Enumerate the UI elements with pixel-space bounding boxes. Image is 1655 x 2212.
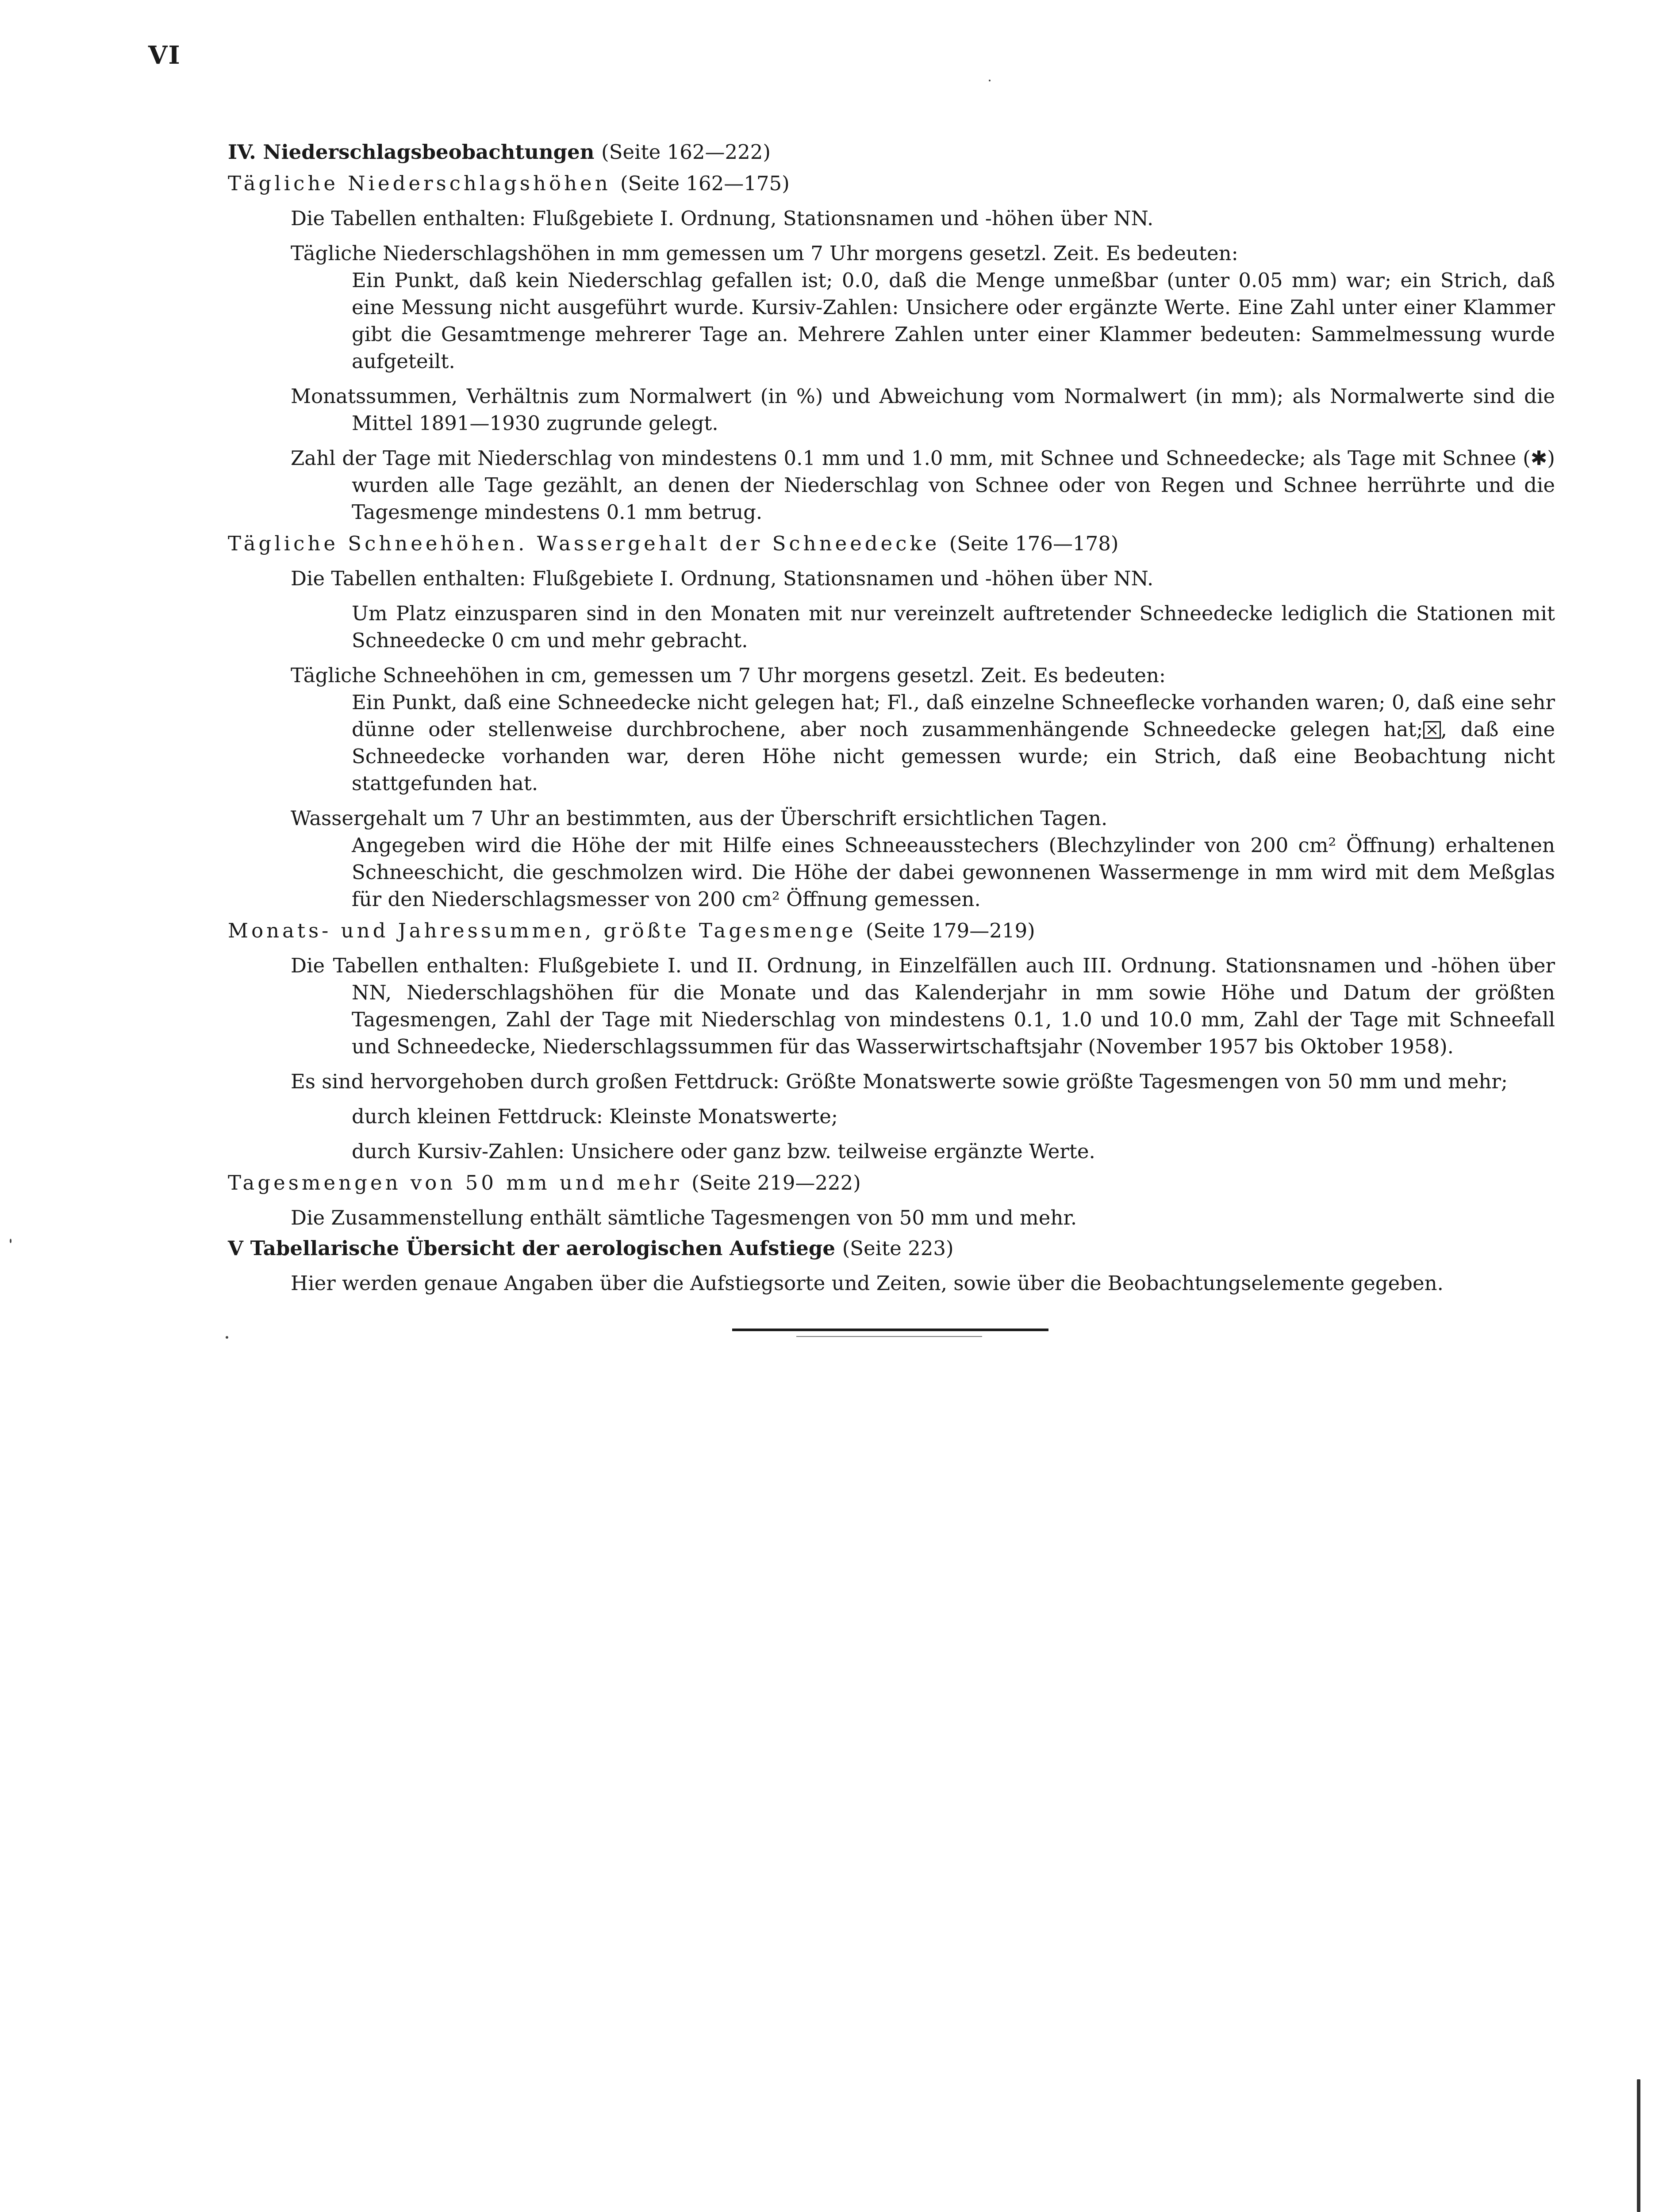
scan-speck [226,1336,228,1339]
paragraph: Die Zusammenstellung enthält sämtliche Tagesmengen von 50 mm und mehr. [291,1206,1077,1229]
subheading-daily-snow-depth [228,530,1555,557]
paragraph: Wassergehalt um 7 Uhr an bestimmten, aus der Überschrift ersichtlichen Tagen. [291,806,1108,830]
subheading-title: Tägliche Niederschlagshöhen [228,172,611,195]
paragraph: Angegeben wird die Höhe der mit Hilfe eines Schneeausstechers (Blechzylinder von 200 cm² Öffnung) erhaltenen Schneeschicht, die geschmolzen wird. Die Höhe der dabei gewonnenen Wassermenge in mm wird mit dem Meßglas für den Niederschlagsmesser von 200 cm² Öffnung gemessen. [352,833,1555,911]
scan-speck [10,1239,12,1243]
paragraph: Zahl der Tage mit Niederschlag von mindestens 0.1 mm und 1.0 mm, mit Schnee und Schneedecke; als Tage mit Schnee (✱) wurden alle Tage gezählt, an denen der Niederschlag von Schnee oder von Regen und Schnee herrührte und die Tagesmenge mindestens 0.1 mm betrug. [291,446,1555,524]
paragraph-part: , daß eine Schneedecke vorhanden war, deren Höhe nicht gemessen wurde; ein Strich, daß eine Beobachtung nicht stattgefunden hat. [352,718,1555,795]
paragraph: Ein Punkt, daß kein Niederschlag gefallen ist; 0.0, daß die Menge unmeßbar (unter 0.05 mm) war; ein Strich, daß eine Messung nicht ausgeführt wurde. Kursiv-Zahlen: Unsichere oder ergänzte Werte. Eine Zahl unter einer Klammer gibt die Gesamtmenge mehrerer Tage an. Mehrere Zahlen unter einer Klammer bedeuten: Sammelmessung wurde aufgeteilt. [352,269,1555,373]
end-rule-shadow [796,1336,982,1337]
page-number: VI [148,41,181,70]
section-iv-heading [228,138,1555,165]
paragraph-part: Ein Punkt, daß eine Schneedecke nicht gelegen hat; Fl., daß einzelne Schneeflecke vorhanden waren; 0, daß eine sehr dünne oder stellenweise durchbrochene, aber noch zusammenhängende Schneedecke gelegen hat; [352,691,1555,741]
end-rule [732,1329,1048,1331]
subheading-pages: (Seite 179—219) [865,919,1035,942]
paragraph: Die Tabellen enthalten: Flußgebiete I. und II. Ordnung, in Einzelfällen auch III. Ordnung. Stationsnamen und -höhen über NN, Niederschlagshöhen für die Monate und das Kalenderjahr in mm sowie Höhe und Datum der größten Tagesmengen, Zahl der Tage mit Niederschlag von mindestens 0.1, 1.0 und 10.0 mm, Zahl der Tage mit Schneefall und Schneedecke, Niederschlagssummen für das Wasserwirtschaftsjahr (November 1957 bis Oktober 1958). [291,954,1555,1058]
paragraph: Tägliche Niederschlagshöhen in mm gemessen um 7 Uhr morgens gesetzl. Zeit. Es bedeuten: [291,242,1238,265]
paragraph: Monatssummen, Verhältnis zum Normalwert (in %) und Abweichung vom Normalwert (in mm); als Normalwerte sind die Mittel 1891—1930 zugrunde gelegt. [291,384,1555,435]
section-iv-title: IV. Niederschlagsbeobachtungen [228,140,595,164]
document-body [228,135,1555,1297]
section-v-title: V Tabellarische Übersicht der aerologischen Aufstiege [228,1237,836,1260]
subheading-daily-amounts-50mm [228,1169,1555,1196]
boxed-x-icon [1423,721,1441,739]
paragraph: durch kleinen Fettdruck: Kleinste Monatswerte; [352,1105,838,1128]
paragraph: durch Kursiv-Zahlen: Unsichere oder ganz bzw. teilweise ergänzte Werte. [352,1140,1095,1163]
paragraph: Hier werden genaue Angaben über die Aufstiegsorte und Zeiten, sowie über die Beobachtungselemente gegeben. [291,1271,1444,1295]
subheading-pages: (Seite 176—178) [949,532,1119,555]
scan-edge-mark [1637,2079,1640,2212]
paragraph: Tägliche Schneehöhen in cm, gemessen um 7 Uhr morgens gesetzl. Zeit. Es bedeuten: [291,664,1166,687]
scan-speck [989,80,991,81]
subheading-title: Tagesmengen von 50 mm und mehr [228,1171,682,1194]
subheading-daily-precipitation [228,170,1555,197]
section-v-pages: (Seite 223) [842,1237,954,1260]
section-iv-pages: (Seite 162—222) [601,140,771,164]
subheading-pages: (Seite 162—175) [620,172,790,195]
paragraph: Es sind hervorgehoben durch großen Fettdruck: Größte Monatswerte sowie größte Tagesmengen von 50 mm und mehr; [291,1070,1508,1093]
subheading-title: Tägliche Schneehöhen. Wassergehalt der Schneedecke [228,532,940,555]
paragraph: Die Tabellen enthalten: Flußgebiete I. Ordnung, Stationsnamen und -höhen über NN. [291,207,1154,230]
subheading-monthly-annual-sums [228,917,1555,944]
subheading-title: Monats- und Jahressummen, größte Tagesmenge [228,919,856,942]
paragraph [352,689,1555,797]
section-v-heading [228,1235,1555,1262]
subheading-pages: (Seite 219—222) [691,1171,861,1194]
paragraph: Um Platz einzusparen sind in den Monaten mit nur vereinzelt auftretender Schneedecke lediglich die Stationen mit Schneedecke 0 cm und mehr gebracht. [352,602,1555,652]
paragraph: Die Tabellen enthalten: Flußgebiete I. Ordnung, Stationsnamen und -höhen über NN. [291,567,1154,590]
